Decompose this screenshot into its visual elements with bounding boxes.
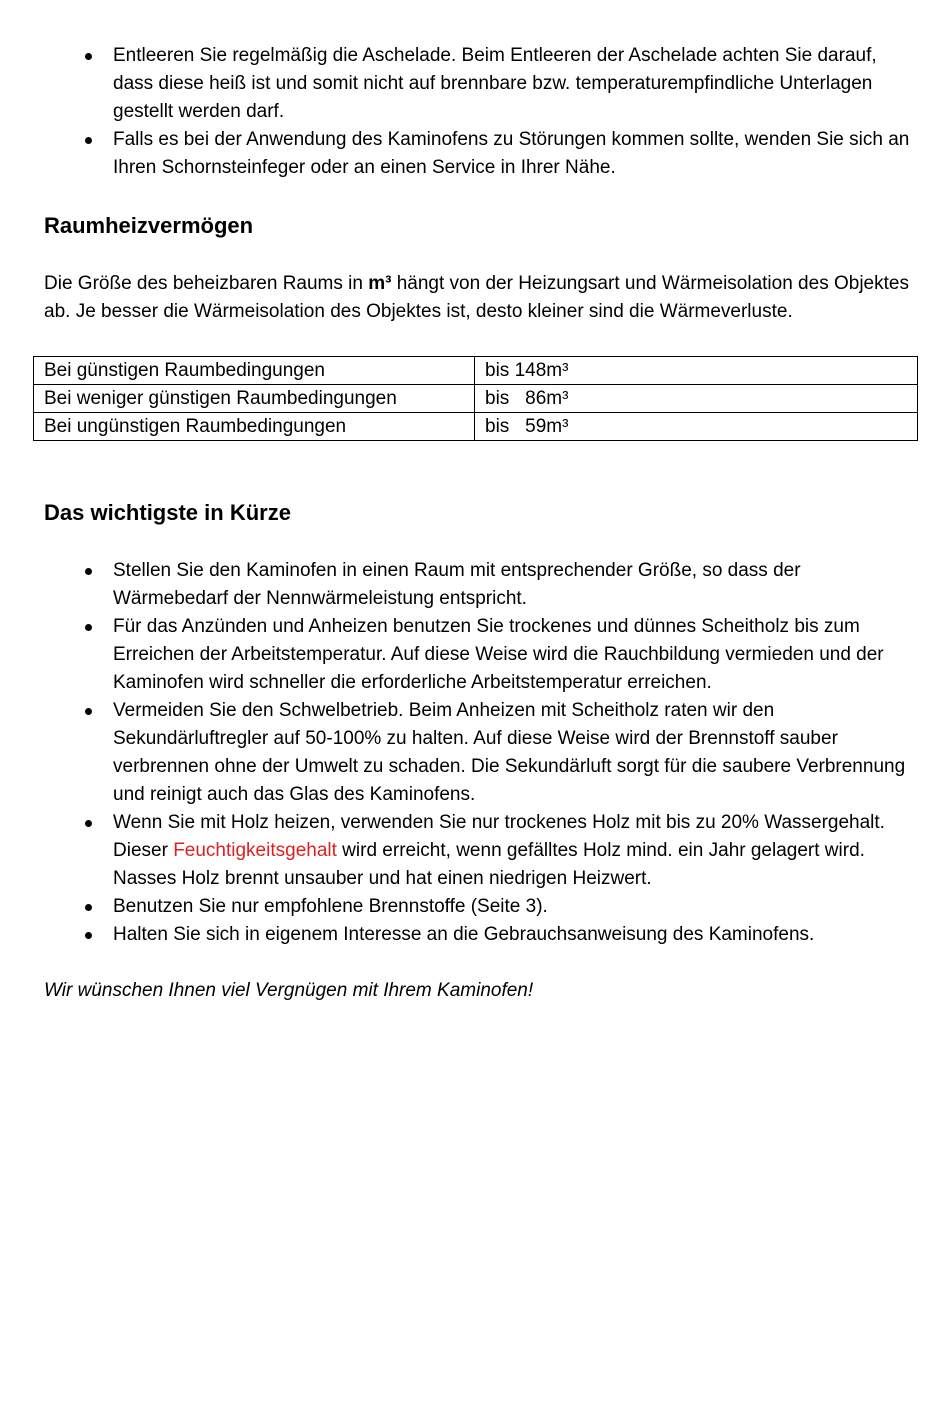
bullet-icon: [85, 904, 92, 911]
table-row: [34, 413, 918, 441]
bullet-text-end: wird erreicht, wenn gefälltes Holz mind. ein Jahr gelagert wird. Nasses Holz brennt unsauber und hat einen niedrigen Heizwert.: [113, 840, 865, 889]
highlight-feuchtigkeitsgehalt: Feuchtigkeitsgehalt: [173, 840, 337, 861]
list-item: [44, 613, 918, 697]
table-cell-label: Bei günstigen Raumbedingungen: [34, 357, 475, 385]
table-cell-value: bis 148m³: [475, 357, 918, 385]
list-item: [44, 557, 918, 613]
list-item: [44, 921, 918, 949]
top-bullet-list: [44, 42, 918, 182]
summary-bullet-list: [44, 557, 918, 949]
document-page: [44, 42, 918, 1005]
bullet-text: Halten Sie sich in eigenem Interesse an die Gebrauchsanweisung des Kaminofens.: [113, 924, 815, 945]
bullet-text: Stellen Sie den Kaminofen in einen Raum mit entsprechender Größe, so dass der Wärmebedarf der Nennwärmeleistung entspricht.: [113, 560, 801, 609]
list-item: [44, 126, 918, 182]
bullet-text: Entleeren Sie regelmäßig die Aschelade. Beim Entleeren der Aschelade achten Sie darauf, dass diese heiß ist und somit nicht auf brennbare bzw. temperaturempfindliche Unterlagen gestellt werden darf.: [113, 45, 877, 122]
table-cell-label: Bei weniger günstigen Raumbedingungen: [34, 385, 475, 413]
room-conditions-table: [33, 356, 918, 441]
list-item: [44, 42, 918, 126]
bullet-icon: [85, 932, 92, 939]
intro-text-start: Die Größe des beheizbaren Raums in: [44, 273, 369, 294]
bullet-text: Benutzen Sie nur empfohlene Brennstoffe (Seite 3).: [113, 896, 548, 917]
list-item: [44, 697, 918, 809]
bullet-text-start: Wenn Sie mit Holz heizen, verwenden Sie nur trockenes Holz mit bis zu 20% Wassergehalt. Dieser: [113, 812, 885, 861]
table-cell-value: bis 59m³: [475, 413, 918, 441]
bullet-icon: [85, 568, 92, 575]
table-cell-label: Bei ungünstigen Raumbedingungen: [34, 413, 475, 441]
bullet-text: Falls es bei der Anwendung des Kaminofens zu Störungen kommen sollte, wenden Sie sich an Ihren Schornsteinfeger oder an einen Service in Ihrer Nähe.: [113, 129, 910, 178]
unit-m3: m³: [368, 273, 392, 294]
section-heading-raumheizvermoegen: Raumheizvermögen: [44, 213, 254, 238]
bullet-text: Vermeiden Sie den Schwelbetrieb. Beim Anheizen mit Scheitholz raten wir den Sekundärluftregler auf 50-100% zu halten. Auf diese Weise wird der Brennstoff sauber verbrennen ohne der Umwelt zu schaden. Die Sekundärluft sorgt für die saubere Verbrennung und reinigt auch das Glas des Kaminofens.: [113, 700, 906, 805]
bullet-icon: [85, 820, 92, 827]
table-row: [34, 357, 918, 385]
table-cell-value: bis 86m³: [475, 385, 918, 413]
intro-text-end: hängt von der Heizungsart und Wärmeisolation des Objektes ab. Je besser die Wärmeisolation des Objektes ist, desto kleiner sind die Wärmeverluste.: [44, 273, 909, 322]
bullet-icon: [85, 53, 92, 60]
table-row: [34, 385, 918, 413]
list-item: [44, 893, 918, 921]
bullet-icon: [85, 708, 92, 715]
list-item: [44, 809, 918, 893]
intro-paragraph: [44, 270, 918, 326]
bullet-icon: [85, 137, 92, 144]
bullet-icon: [85, 624, 92, 631]
bullet-text: Für das Anzünden und Anheizen benutzen Sie trockenes und dünnes Scheitholz bis zum Erreichen der Arbeitstemperatur. Auf diese Weise wird die Rauchbildung vermieden und der Kaminofen wird schneller die erforderliche Arbeitstemperatur erreichen.: [113, 616, 884, 693]
closing-line: Wir wünschen Ihnen viel Vergnügen mit Ihrem Kaminofen!: [44, 980, 534, 1001]
section-heading-kurz: Das wichtigste in Kürze: [44, 500, 291, 525]
